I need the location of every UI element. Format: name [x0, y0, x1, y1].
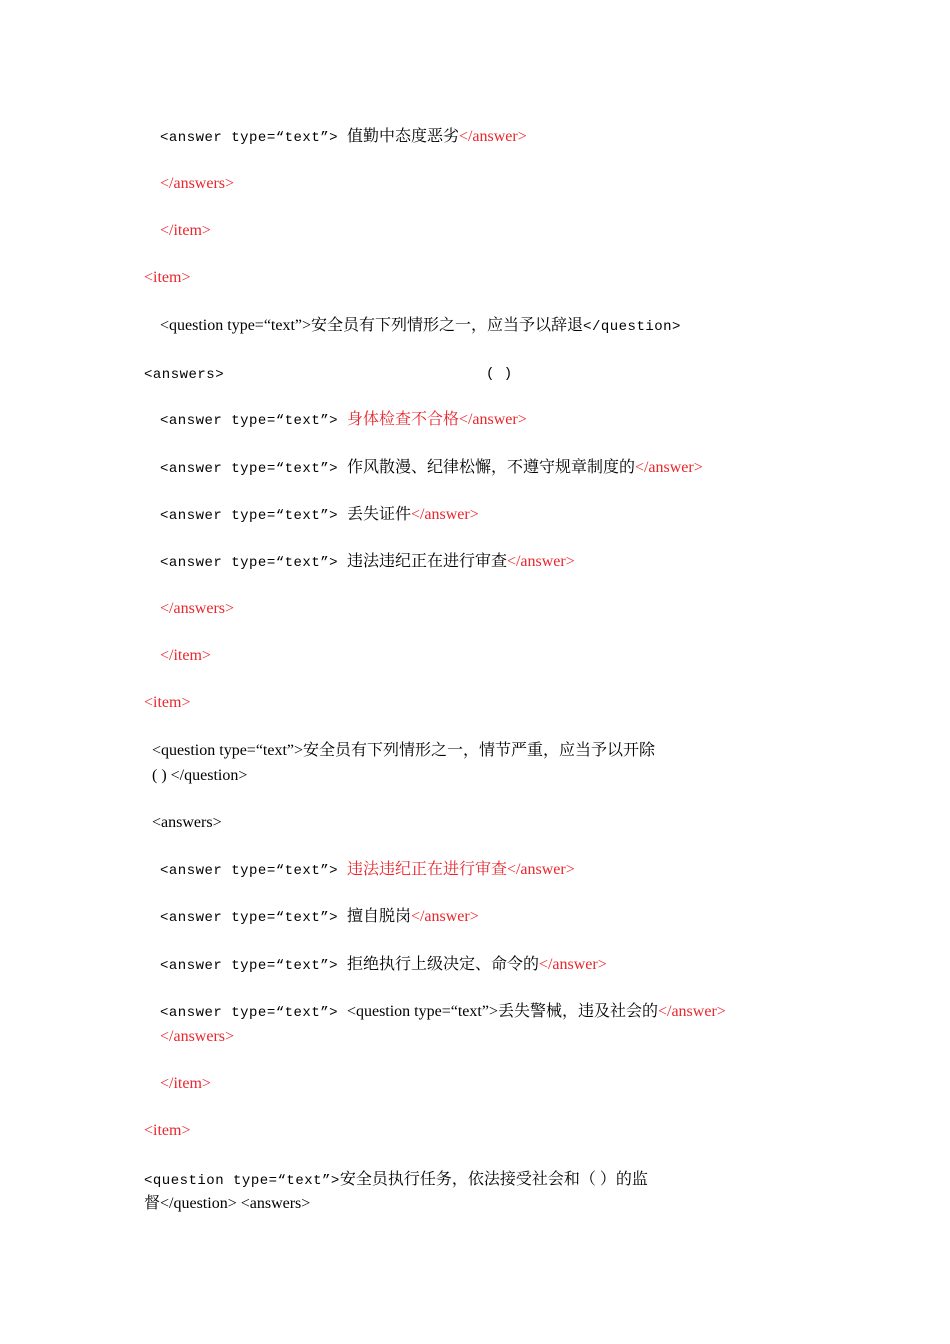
- answer-line: <answer type=“text”> 身体检查不合格</answer>: [160, 411, 527, 429]
- answers-close-tag: </answers>: [160, 175, 235, 192]
- item-open-tag: <item>: [144, 1122, 191, 1139]
- question-line: <question type=“text”>安全员有下列情形之一，应当予以辞退</question>: [160, 317, 681, 335]
- item-open-tag: <item>: [144, 694, 191, 711]
- answers-open-line: <answers>: [144, 367, 225, 383]
- answer-line: <answer type=“text”> <question type=“text”>丢失警械，违及社会的</answer>: [160, 1003, 726, 1021]
- item-close-tag: </item>: [160, 1075, 211, 1092]
- blank-parentheses: ( ): [486, 366, 513, 382]
- item-close-tag: </item>: [160, 222, 211, 239]
- answer-line: <answer type=“text”> 作风散漫、纪律松懈，不遵守规章制度的</answer>: [160, 459, 703, 477]
- answer-line: <answer type=“text”> 值勤中态度恶劣</answer>: [160, 128, 527, 146]
- answers-open-tag: <answers>: [152, 814, 222, 831]
- answer-line: <answer type=“text”> 擅自脱岗</answer>: [160, 908, 479, 926]
- question-line: <question type=“text”>安全员有下列情形之一，情节严重，应当予以开除: [152, 742, 656, 759]
- answers-close-tag: </answers>: [160, 1028, 235, 1045]
- question-line-continued: 督</question> <answers>: [144, 1195, 311, 1212]
- item-close-tag: </item>: [160, 647, 211, 664]
- item-open-tag: <item>: [144, 269, 191, 286]
- answer-line: <answer type=“text”> 违法违纪正在进行审查</answer>: [160, 861, 575, 879]
- question-line-continued: ( ) </question>: [152, 767, 248, 784]
- answers-close-tag: </answers>: [160, 600, 235, 617]
- answer-line: <answer type=“text”> 丢失证件</answer>: [160, 506, 479, 524]
- answer-line: <answer type=“text”> 拒绝执行上级决定、命令的</answer>: [160, 956, 607, 974]
- question-line: <question type=“text”>安全员执行任务，依法接受社会和（ ）的监: [144, 1171, 648, 1189]
- answer-line: <answer type=“text”> 违法违纪正在进行审查</answer>: [160, 553, 575, 571]
